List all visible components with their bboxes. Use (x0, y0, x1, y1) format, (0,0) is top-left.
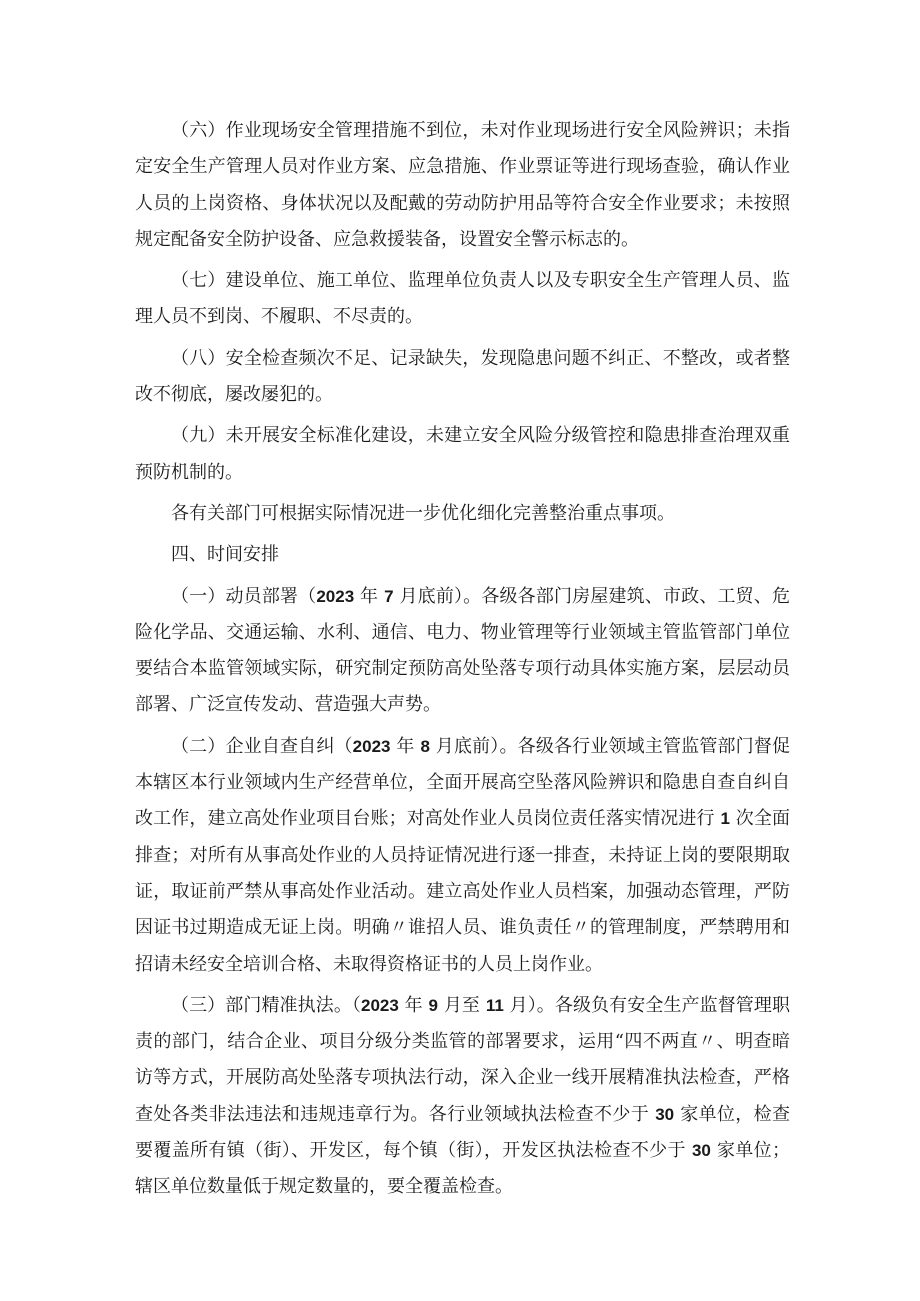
phase-3-body-a: 各级负有安全生产监督管理职责的部门，结合企业、项目分级分类监管的部署要求，运用“四不两直〃、明查暗访等方式，开展防高处坠落专项执法行动，深入企业一线开展精准执法检查，严格查处各类非法违法和违规违章行为。各行业领域执法检查不少于 (135, 994, 790, 1125)
phase-2-body-a: 各级各行业领域主管监管部门督促本辖区本行业领域内生产经营单位，全面开展高空坠落风险辨识和隐患自查自纠自改工作，建立高处作业项目台账；对高处作业人员岗位责任落实情况进行 (135, 735, 790, 830)
phase-3-num-b: 30 (691, 1141, 711, 1161)
section-heading-schedule: 四、时间安排 (171, 544, 279, 566)
phase-2-month: 8 (420, 736, 430, 756)
phase-2-suffix: 月底前）。 (429, 735, 518, 757)
phase-3-suffix: 月）。 (503, 994, 555, 1016)
paragraph-item-9: （九）未开展安全标准化建设，未建立安全风险分级管控和隐患排查治理双重预防机制的。 (135, 425, 790, 483)
phase-1-mid: 年 (354, 585, 385, 607)
paragraph-phase-2 (135, 729, 790, 983)
phase-1-body: 各级各部门房屋建筑、市政、工贸、危险化学品、交通运输、水利、通信、电力、物业管理等行业领域主管监管部门单位要结合本监管领域实际，研究制定预防高处坠落专项行动具体实施方案，层层动员部署、广泛宣传发动、营造强大声势。 (135, 585, 791, 716)
phase-2-year: 2023 (352, 736, 391, 756)
phase-1-prefix: （一）动员部署（ (171, 585, 317, 607)
phase-2-mid: 年 (390, 735, 421, 757)
phase-3-month2: 11 (485, 995, 504, 1015)
paragraph-item-8: （八）安全检查频次不足、记录缺失，发现隐患问题不纠正、不整改，或者整改不彻底，屡改屡犯的。 (135, 347, 790, 406)
phase-1-month: 7 (384, 586, 394, 606)
paragraph-item-6: （六）作业现场安全管理措施不到位，未对作业现场进行安全风险辨识；未指定安全生产管理人员对作业方案、应急措施、作业票证等进行现场查验，确认作业人员的上岗资格、身体状况以及配戴的劳动防护用品等符合安全作业要求；未按照规定配备安全防护设备、应急救援装备，设置安全警示标志的。 (135, 120, 790, 250)
phase-2-body-b: 次全面排查；对所有从事高处作业的人员持证情况进行逐一排查，未持证上岗的要限期取证，取证前严禁从事高处作业活动。建立高处作业人员档案，加强动态管理，严防因证书过期造成无证上岗。明确〃谁招人员、谁负责任〃的管理制度，严禁聘用和招请未经安全培训合格、未取得资格证书的人员上岗作业。 (135, 808, 790, 975)
phase-3-month: 9 (428, 995, 439, 1015)
phase-3-num-a: 30 (655, 1104, 675, 1124)
paragraph-phase-1 (135, 579, 790, 724)
phase-3-year: 2023 (361, 995, 399, 1015)
phase-1-suffix: 月底前）。 (393, 585, 482, 607)
phase-2-prefix: （二）企业自查自纠（ (171, 735, 353, 757)
phase-3-mid: 年 (398, 994, 429, 1016)
paragraph-note: 各有关部门可根据实际情况进一步优化细化完善整治重点事项。 (171, 502, 675, 524)
phase-2-count: 1 (720, 809, 730, 829)
phase-3-mid2: 月至 (438, 994, 486, 1016)
document-body (135, 113, 790, 1211)
phase-3-body-c: 家单位；辖区单位数量低于规定数量的，要全覆盖检查。 (135, 1140, 790, 1198)
phase-3-body-b: 家单位，检查要覆盖所有镇（街）、开发区，每个镇（街），开发区执法检查不少于 (135, 1103, 790, 1162)
phase-3-prefix: （三）部门精准执法。（ (171, 994, 361, 1016)
paragraph-item-7: （七）建设单位、施工单位、监理单位负责人以及专职安全生产管理人员、监理人员不到岗、不履职、不尽责的。 (135, 270, 790, 328)
phase-1-year: 2023 (316, 586, 355, 606)
paragraph-phase-3 (135, 988, 790, 1206)
